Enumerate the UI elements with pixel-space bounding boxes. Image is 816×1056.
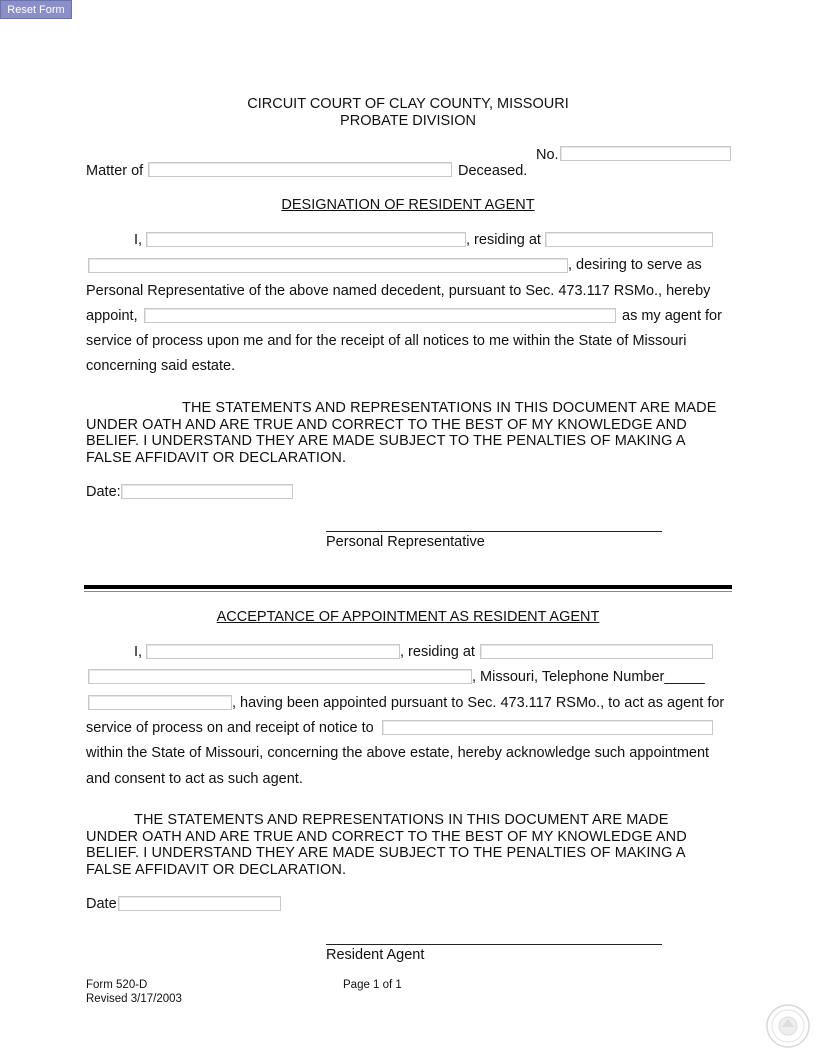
designation-title: DESIGNATION OF RESIDENT AGENT — [281, 197, 535, 213]
reset-form-button[interactable]: Reset Form — [0, 0, 72, 19]
acceptance-line-5: and consent to act as such agent. — [86, 771, 303, 787]
court-seal-icon — [765, 1003, 811, 1049]
designation-date-label: Date: — [86, 484, 121, 500]
representative-name-field[interactable] — [146, 232, 466, 247]
acceptance-line-4: within the State of Missouri, concerning the above estate, hereby acknowledge such appointment — [86, 745, 710, 761]
resident-agent-signature-line — [326, 944, 662, 945]
acceptance-title: ACCEPTANCE OF APPOINTMENT AS RESIDENT AGENT — [216, 609, 600, 625]
missouri-telephone-label: , Missouri, Telephone Number_____ — [472, 669, 705, 685]
telephone-number-field[interactable] — [88, 695, 232, 710]
form-number: Form 520-D — [86, 979, 148, 991]
desiring-label: , desiring to serve as — [568, 257, 702, 273]
acceptance-date-field[interactable] — [118, 896, 281, 911]
case-number-field[interactable] — [560, 146, 731, 161]
designation-date-field[interactable] — [121, 484, 293, 499]
designation-oath-line-3: BELIEF. I UNDERSTAND THEY ARE MADE SUBJECT TO THE PENALTIES OF MAKING A — [86, 433, 686, 449]
court-title: CIRCUIT COURT OF CLAY COUNTY, MISSOURI — [247, 96, 569, 112]
appoint-label: appoint, — [86, 308, 138, 324]
resident-agent-address-field-1[interactable] — [480, 644, 713, 659]
designation-oath-paragraph — [86, 400, 731, 466]
representative-signature-label: Personal Representative — [326, 534, 485, 550]
acceptance-residing-label: , residing at — [400, 644, 475, 660]
resident-agent-signature-label: Resident Agent — [326, 947, 425, 963]
designation-i-label: I, — [134, 232, 143, 248]
resident-agent-address-field-2[interactable] — [88, 669, 472, 684]
acceptance-oath-line-2: UNDER OATH AND ARE TRUE AND CORRECT TO THE BEST OF MY KNOWLEDGE AND — [86, 828, 687, 845]
as-my-agent-label: as my agent for — [622, 308, 722, 324]
acceptance-i-label: I, — [134, 644, 143, 660]
division-title: PROBATE DIVISION — [340, 113, 476, 129]
appointed-agent-field[interactable] — [144, 308, 616, 323]
designation-line-6: concerning said estate. — [86, 358, 236, 374]
designation-line-5: service of process upon me and for the receipt of all notices to me within the State of Missouri — [86, 333, 687, 349]
representative-address-field-1[interactable] — [545, 232, 713, 247]
service-of-process-label: service of process on and receipt of notice to — [86, 720, 374, 736]
case-no-label: No. — [536, 147, 559, 163]
designation-oath-line-2: UNDER OATH AND ARE TRUE AND CORRECT TO THE BEST OF MY KNOWLEDGE AND — [86, 416, 687, 433]
designation-residing-label: , residing at — [466, 232, 541, 248]
acceptance-oath-paragraph — [86, 812, 731, 878]
designation-oath-line-1: THE STATEMENTS AND REPRESENTATIONS IN THIS DOCUMENT ARE MADE — [182, 400, 717, 416]
page-number: Page 1 of 1 — [343, 979, 402, 991]
acceptance-oath-line-1: THE STATEMENTS AND REPRESENTATIONS IN THIS DOCUMENT ARE MADE — [134, 812, 669, 828]
notice-recipient-field[interactable] — [382, 720, 713, 735]
designation-oath-line-4: FALSE AFFIDAVIT OR DECLARATION. — [86, 449, 347, 466]
decedent-name-field[interactable] — [148, 162, 452, 177]
matter-of-label: Matter of — [86, 163, 144, 179]
deceased-label: Deceased. — [458, 163, 528, 179]
representative-signature-line — [326, 531, 662, 532]
acceptance-oath-line-4: FALSE AFFIDAVIT OR DECLARATION. — [86, 861, 347, 878]
acceptance-date-label: Date — [86, 896, 117, 912]
resident-agent-name-field[interactable] — [146, 644, 400, 659]
representative-address-field-2[interactable] — [88, 258, 568, 273]
revision-date: Revised 3/17/2003 — [86, 993, 182, 1005]
appointed-pursuant-label: , having been appointed pursuant to Sec. 473.117 RSMo., to act as agent for — [232, 695, 725, 711]
section-divider-shadow — [84, 591, 732, 592]
designation-line-3: Personal Representative of the above named decedent, pursuant to Sec. 473.117 RSMo., hereby — [86, 283, 711, 299]
section-divider — [84, 585, 732, 589]
acceptance-oath-line-3: BELIEF. I UNDERSTAND THEY ARE MADE SUBJECT TO THE PENALTIES OF MAKING A — [86, 845, 686, 861]
